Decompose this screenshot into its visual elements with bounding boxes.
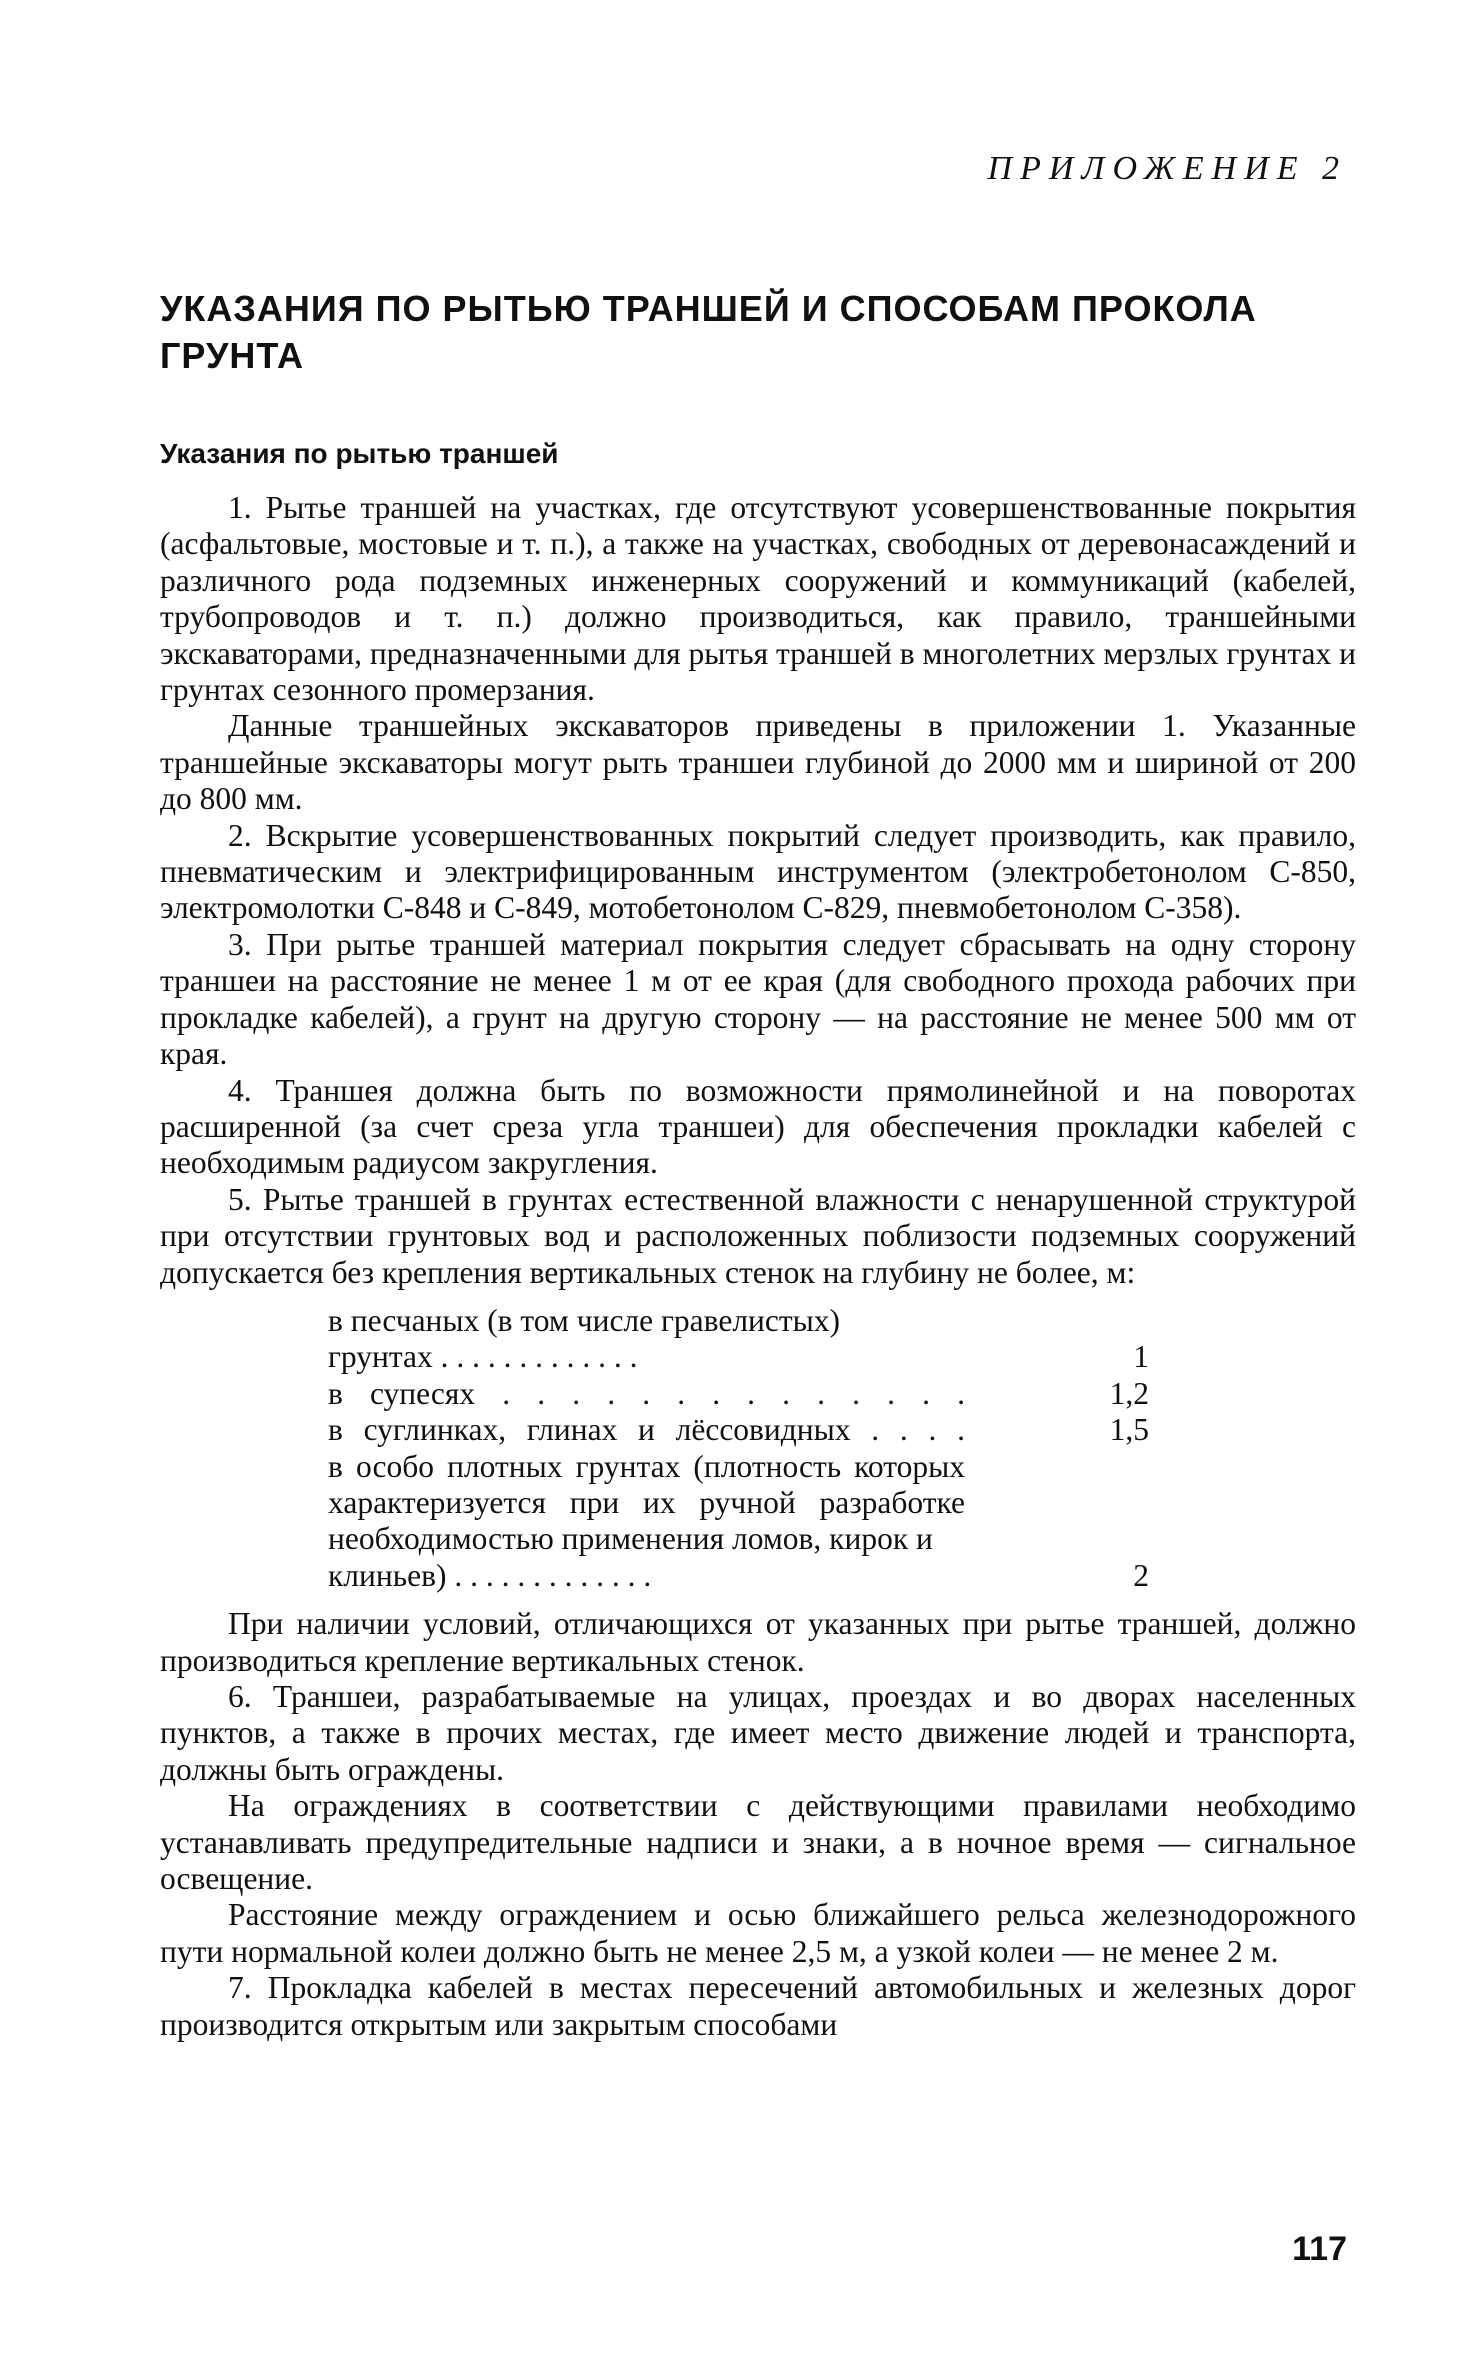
soil-depth-row — [160, 1376, 1356, 1412]
soil-type — [160, 1303, 965, 1376]
soil-type: в суглинках, глинах и лёссовидных . . . . — [328, 1412, 965, 1448]
soil-depth-row — [160, 1303, 1356, 1376]
paragraph-fence-signs: На ограждениях в соответствии с действующими правилами необходимо устанавливать предупредительные надписи и знаки, а в ночное время — сигнальное освещение. — [160, 1788, 1356, 1897]
paragraph-rail-distance: Расстояние между ограждением и осью ближайшего рельса железнодорожного пути нормальной колеи должно быть не менее 2,5 м, а узкой колеи — не менее 2 м. — [160, 1897, 1356, 1969]
soil-depth-value: 1,5 — [1109, 1412, 1149, 1448]
body-text — [160, 490, 1356, 2043]
section-subtitle: Указания по рытью траншей — [160, 438, 559, 469]
paragraph-other-conditions: При наличии условий, отличающихся от указанных при рытье траншей, должно производиться крепление вертикальных стенок. — [160, 1606, 1356, 1678]
paragraph-5: 5. Рытье траншей в грунтах естественной влажности с ненарушенной структурой при отсутствии грунтовых вод и расположенных поблизости подземных сооружений допускается без крепления вертикальных стенок на глубину не более, м: — [160, 1181, 1356, 1290]
soil-depth-row — [160, 1449, 1356, 1595]
paragraph-1: 1. Рытье траншей на участках, где отсутствуют усовершенствованные покрытия (асфальтовые, мостовые и т. п.), а также на участках, свободных от деревонасаждений и различного рода подземных инженерных сооружений и коммуникаций (кабелей, трубопроводов и т. п.) должно производиться, как правило, траншейными экскаваторами, предназначенными для рытья траншей в многолетних мерзлых грунтах и грунтах сезонного промерзания. — [160, 490, 1356, 708]
paragraph-4: 4. Траншея должна быть по возможности прямолинейной и на поворотах расширенной (за счет среза угла траншеи) для обеспечения прокладки кабелей с необходимым радиусом закругления. — [160, 1072, 1356, 1181]
page-number: 117 — [1292, 2230, 1347, 2268]
paragraph-6: 6. Траншеи, разрабатываемые на улицах, проездах и во дворах населенных пунктов, а также в прочих местах, где имеет место движение людей и транспорта, должны быть ограждены. — [160, 1679, 1356, 1787]
soil-type-line: в особо плотных грунтах (плотность которых характеризуется при их ручной разработке необходимостью применения ломов, кирок и — [328, 1448, 965, 1557]
soil-depth-value: 1 — [1133, 1339, 1149, 1375]
paragraph-2: 2. Вскрытие усовершенствованных покрытий следует производить, как правило, пневматическим и электрифицированным инструментом (электробетонолом С-850, электромолотки С-848 и С-849, мотобетонолом С-829, пневмобетонолом С-358). — [160, 817, 1356, 926]
soil-depth-row — [160, 1412, 1356, 1448]
soil-type: в супесях . . . . . . . . . . . . . . — [328, 1375, 965, 1411]
soil-type-line: клиньев) . . . . . . . . . . . . . — [328, 1557, 652, 1593]
soil-type-line: грунтах . . . . . . . . . . . . . — [328, 1339, 638, 1375]
paragraph-7: 7. Прокладка кабелей в местах пересечений автомобильных и железных дорог производится открытым или закрытым способами — [160, 1970, 1356, 2042]
soil-depth-list — [160, 1303, 1356, 1594]
soil-depth-value: 2 — [1133, 1557, 1149, 1593]
soil-depth-value: 1,2 — [1109, 1375, 1149, 1411]
soil-type-line: в песчаных (в том числе гравелистых) — [328, 1302, 841, 1338]
appendix-label: ПРИЛОЖЕНИЕ 2 — [987, 150, 1347, 187]
paragraph-3: 3. При рытье траншей материал покрытия следует сбрасывать на одну сторону траншеи на расстояние не менее 1 м от ее края (для свободного прохода рабочих при прокладке кабелей), а грунт на другую сторону — на расстояние не менее 500 мм от края. — [160, 926, 1356, 1072]
main-title: УКАЗАНИЯ ПО РЫТЬЮ ТРАНШЕЙ И СПОСОБАМ ПРОКОЛА ГРУНТА — [160, 288, 1257, 376]
paragraph-excavator-data: Данные траншейных экскаваторов приведены в приложении 1. Указанные траншейные экскаваторы могут рыть траншеи глубиной до 2000 мм и шириной от 200 до 800 мм. — [160, 708, 1356, 817]
soil-type — [160, 1449, 965, 1595]
